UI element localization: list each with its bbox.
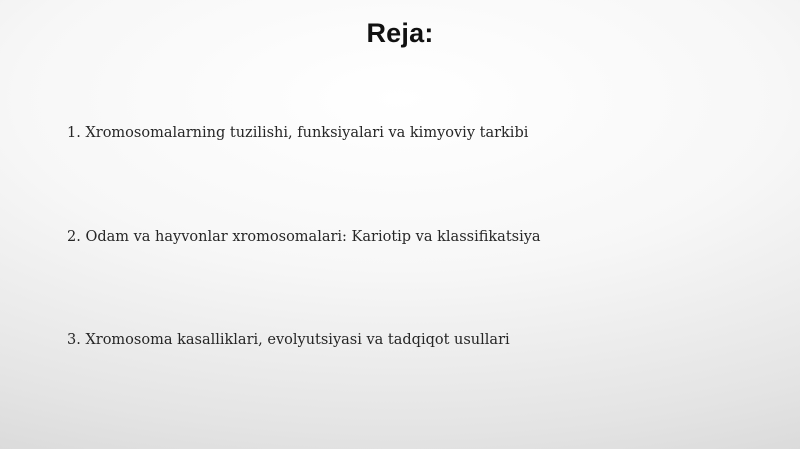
plan-item-2: 2. Odam va hayvonlar xromosomalari: Kariotip va klassifikatsiya: [67, 229, 541, 245]
slide-title: Reja:: [366, 18, 434, 48]
plan-item-3: 3. Xromosoma kasalliklari, evolyutsiyasi va tadqiqot usullari: [67, 332, 510, 348]
plan-item-1: 1. Xromosomalarning tuzilishi, funksiyalari va kimyoviy tarkibi: [67, 125, 529, 141]
